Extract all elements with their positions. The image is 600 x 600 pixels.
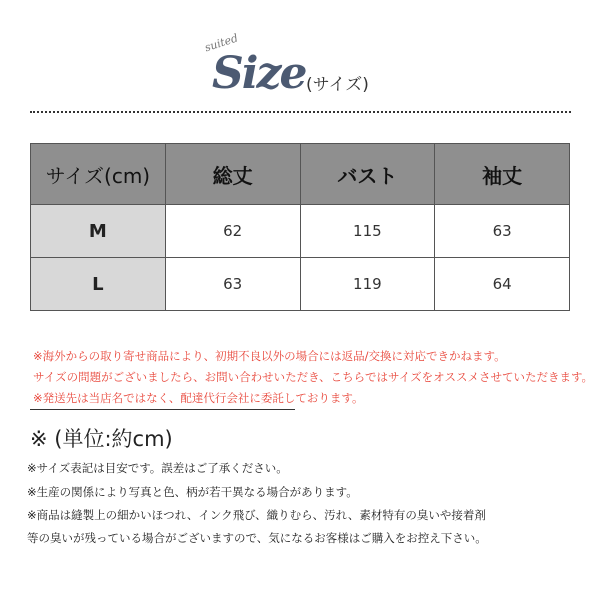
table-cell: 63: [165, 258, 300, 311]
suited-script-text: suited: [203, 31, 240, 55]
table-row: [31, 205, 570, 258]
table-cell: 64: [435, 258, 570, 311]
size-title: Size: [212, 48, 306, 99]
table-cell: 119: [300, 258, 435, 311]
column-header-length: 総丈: [165, 144, 300, 205]
column-header-size: サイズ(cm): [31, 144, 166, 205]
table-cell: 63: [435, 205, 570, 258]
table-cell: 62: [165, 205, 300, 258]
note-sewing-defects: ※商品は縫製上の細かいほつれ、インク飛び、織りむら、汚れ、素材特有の臭いや接着剤: [27, 508, 486, 522]
note-size-guide: ※サイズ表記は目安です。誤差はご了承ください。: [27, 461, 288, 475]
note-odor: 等の臭いが残っている場合がございますので、気になるお客様はご購入をお控え下さい。: [27, 531, 487, 545]
size-subtitle: (サイズ): [306, 75, 369, 95]
table-header-row: [31, 144, 570, 205]
unit-label: ※ (単位:約cm): [30, 427, 173, 451]
note-color-pattern: ※生産の関係により写真と色、柄が若干異なる場合があります。: [27, 485, 358, 499]
divider-line: [30, 409, 295, 410]
table-cell: 115: [300, 205, 435, 258]
notice-import: ※海外からの取り寄せ商品により、初期不良以外の場合には返品/交換に対応できかねます。: [33, 349, 506, 363]
row-size-label: M: [31, 205, 166, 258]
column-header-sleeve: 袖丈: [435, 144, 570, 205]
table-row: [31, 258, 570, 311]
column-header-bust: バスト: [300, 144, 435, 205]
dotted-divider: [30, 111, 571, 113]
notice-shipping: ※発送先は当店名ではなく、配達代行会社に委託しております。: [33, 391, 364, 405]
row-size-label: L: [31, 258, 166, 311]
size-table: [30, 143, 570, 311]
notice-size-consult: サイズの問題がございましたら、お問い合わせいただき、こちらではサイズをオススメさせていただきます。: [33, 370, 594, 384]
